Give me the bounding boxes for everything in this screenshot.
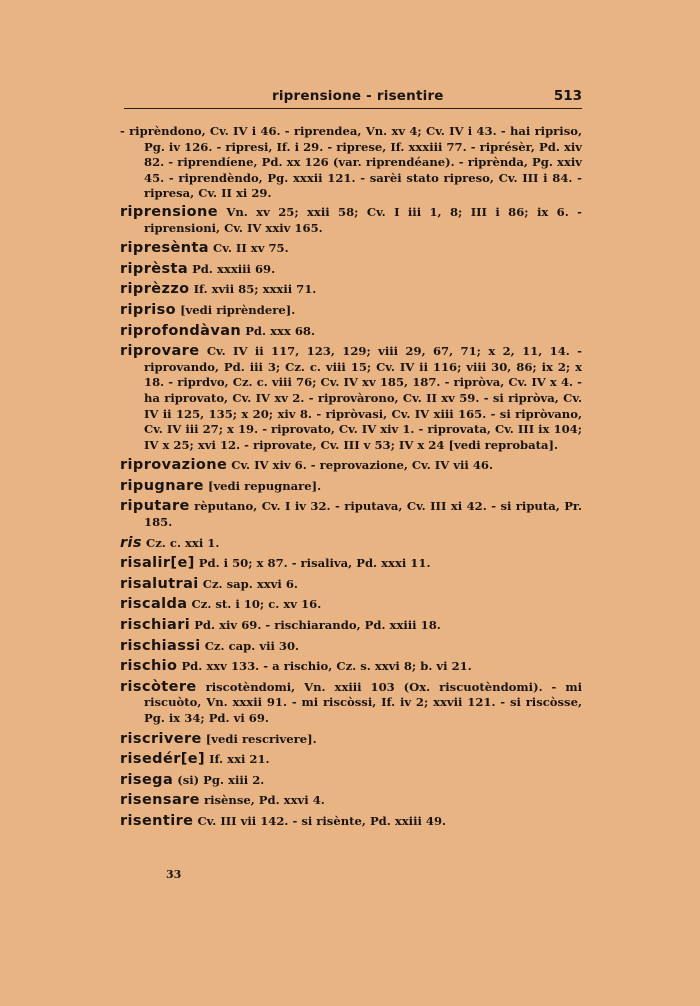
- entry-lemma: riprovare: [120, 343, 200, 360]
- entry-text: Cz. cap. vii 30.: [204, 638, 300, 653]
- running-header: [124, 86, 582, 109]
- entry-text: Pd. xxxiii 69.: [192, 261, 276, 276]
- entry-lemma: riscòtere: [120, 678, 197, 695]
- entry-text: (si) Pg. xiii 2.: [177, 772, 265, 787]
- entry-lemma: rischiassi: [120, 637, 201, 654]
- entry-text: Pd. xxx 68.: [245, 323, 316, 338]
- entry: [120, 324, 582, 340]
- entry-text: riscotèndomi, Vn. xxiii 103 (Ox. riscuotèndomi). - mi riscuòto, Vn. xxxii 91. - mi riscòssi, If. iv 2; xxvii 121. - si riscòsse, Pg. ix 34; Pd. vi 69.: [144, 679, 582, 725]
- entry-text: Cv. III vii 142. - si risènte, Pd. xxiii 49.: [197, 813, 447, 828]
- entry-lemma: rischio: [120, 658, 178, 675]
- entry: [120, 752, 582, 768]
- entry-lemma: riprèzzo: [120, 281, 190, 298]
- entry: [120, 773, 582, 789]
- entry: [120, 732, 582, 748]
- entry-text: If. xxi 21.: [209, 752, 270, 767]
- entry: [120, 241, 582, 257]
- entry: [120, 659, 582, 675]
- entry-text: Cz. sap. xxvi 6.: [202, 576, 298, 591]
- entry-text: [vedi repugnare].: [207, 478, 322, 493]
- entry: [120, 793, 582, 809]
- entry: [120, 262, 582, 278]
- entries-column: [120, 124, 582, 835]
- entry-lemma: ripriso: [120, 301, 177, 318]
- entry-lemma: riscrivere: [120, 730, 202, 747]
- entry: [120, 458, 582, 474]
- entry: [120, 577, 582, 593]
- entry-lemma: riscalda: [120, 596, 188, 613]
- entry: [120, 814, 582, 830]
- entry-text: Pd. xxv 133. - a rischio, Cz. s. xxvi 8; b. vi 21.: [181, 659, 472, 674]
- entry-text: Pd. xiv 69. - rischiarando, Pd. xxiii 18.: [194, 618, 441, 633]
- entry-text: risènse, Pd. xxvi 4.: [203, 793, 325, 808]
- entry-text: Vn. xv 25; xxii 58; Cv. I iii 1, 8; III i 86; ix 6. - riprensioni, Cv. IV xxiv 165.: [144, 204, 582, 235]
- entry-lemma: riputare: [120, 498, 190, 515]
- entry-text: Pd. i 50; x 87. - risaliva, Pd. xxxi 11.: [198, 556, 431, 571]
- entry-text: Cz. c. xxi 1.: [146, 535, 220, 550]
- entry: [120, 282, 582, 298]
- entry: [120, 499, 582, 530]
- entry-lemma: riprovazione: [120, 457, 228, 474]
- continuation-text: - riprèndono, Cv. IV i 46. - riprendea, Vn. xv 4; Cv. IV i 43. - hai ripriso, Pg. iv 126. - ripresi, If. i 29. - riprese, If. xxxiii 77. - riprésèr, Pd. xiv 82. - riprendíene, Pd. xx 126 (var. riprendéane). - riprènda, Pg. xxiv 45. - riprendèndo, Pg. xxxii 121. - sarèi stato ripreso, Cv. III i 84. - ripresa, Cv. II xi 29.: [120, 124, 582, 201]
- entry-text: Cv. IV ii 117, 123, 129; viii 29, 67, 71; x 2, 11, 14. - riprovando, Pd. iii 3; Cz. c. viii 15; Cv. IV ii 116; viii 30, 86; ix 2; x 18. - riprdvo, Cz. c. viii 76; Cv. IV xv 185, 187. - ripròva, Cv. IV x 4. - ha riprovato, Cv. IV xv 2. - riprovàrono, Cv. II xv 59. - si ripròva, Cv. IV ii 125, 135; x 20; xiv 8. - ripròvasi, Cv. IV xiii 165. - si ripròvano, Cv. IV iii 27; x 19. - riprovato, Cv. IV xiv 1. - riprovata, Cv. III ix 104; IV x 25; xvi 12. - riprovate, Cv. III v 53; IV x 24 [vedi reprobata].: [144, 344, 582, 452]
- entry-lemma: ripresènta: [120, 240, 209, 257]
- page-number: 513: [553, 88, 582, 104]
- entry: [120, 205, 582, 236]
- entry-lemma: riprofondàvan: [120, 322, 242, 339]
- entry-lemma: risalutrai: [120, 575, 199, 592]
- entry-lemma: risentire: [120, 812, 194, 829]
- entry-text: Cv. II xv 75.: [213, 241, 289, 256]
- entry-lemma: ris: [120, 534, 142, 551]
- entry-lemma: rischiari: [120, 617, 191, 634]
- entry-text: If. xvii 85; xxxii 71.: [193, 282, 317, 297]
- entry-text: [vedi rescrivere].: [205, 731, 317, 746]
- entry: [120, 479, 582, 495]
- entry-lemma: risedér[e]: [120, 751, 206, 768]
- header-title: riprensione - risentire: [272, 88, 444, 104]
- entry-lemma: ripugnare: [120, 477, 204, 494]
- entry: [120, 597, 582, 613]
- entry: [120, 556, 582, 572]
- entry: [120, 639, 582, 655]
- signature-mark: 33: [166, 868, 182, 881]
- entry-lemma: riprèsta: [120, 260, 189, 277]
- entry-text: Cv. IV xiv 6. - reprovazione, Cv. IV vii 46.: [231, 458, 493, 473]
- entry-text: rèputano, Cv. I iv 32. - riputava, Cv. III xi 42. - si riputa, Pr. 185.: [144, 499, 582, 530]
- entry: [120, 344, 582, 453]
- entry-text: [vedi riprèndere].: [180, 302, 296, 317]
- entry: [120, 680, 582, 727]
- entry: [120, 618, 582, 634]
- entry-lemma: risega: [120, 771, 174, 788]
- entry-lemma: risensare: [120, 792, 200, 809]
- entry-text: Cz. st. i 10; c. xv 16.: [191, 597, 322, 612]
- entry: [120, 303, 582, 319]
- entry-lemma: risalir[e]: [120, 555, 195, 572]
- entry: [120, 536, 582, 552]
- entry-lemma: riprensione: [120, 203, 218, 220]
